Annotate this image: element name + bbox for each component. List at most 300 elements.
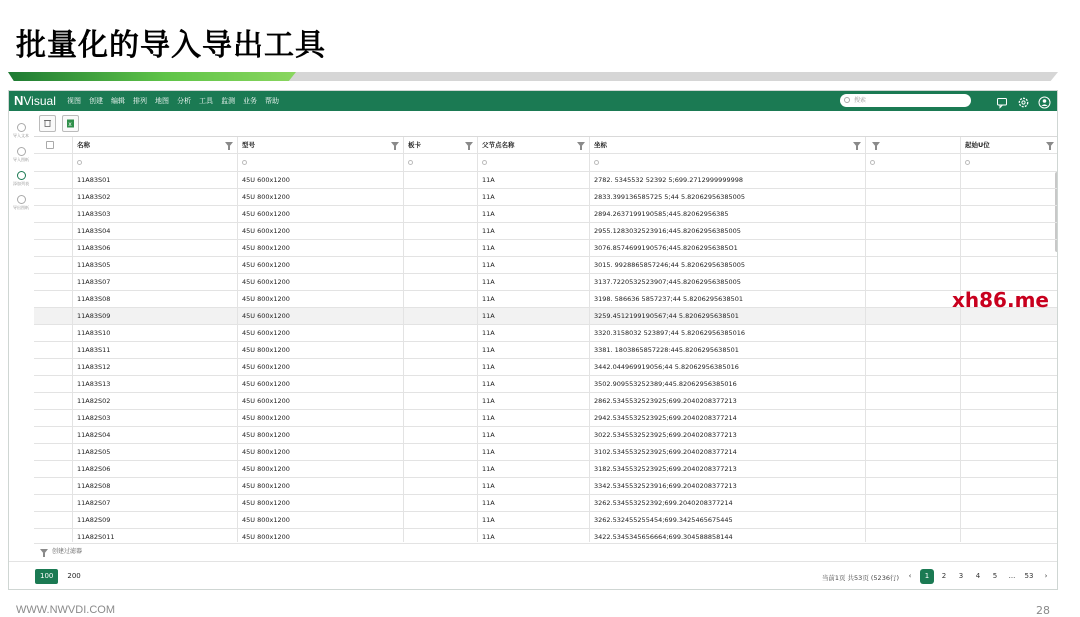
row-select-cell[interactable]	[34, 257, 73, 273]
table-cell	[866, 529, 961, 542]
row-select-cell[interactable]	[34, 206, 73, 222]
cell-value: 45U 800x1200	[242, 482, 290, 490]
menu-item[interactable]: 视图	[67, 97, 81, 105]
table-cell	[238, 291, 404, 307]
sidebar-tool-icon	[17, 123, 26, 132]
row-select-cell[interactable]	[34, 172, 73, 188]
cell-value: 45U 800x1200	[242, 295, 290, 303]
page-button[interactable]: 53	[1024, 572, 1034, 580]
page-buttons	[903, 569, 1053, 584]
row-select-cell[interactable]	[34, 393, 73, 409]
page-info: 当前1页 共53页 (5236行)	[821, 574, 899, 582]
cell-value: 11A	[482, 329, 495, 337]
filter-icon[interactable]	[465, 142, 473, 147]
column-header-label: 起始U位	[965, 141, 990, 149]
search-icon	[242, 160, 247, 165]
table-row[interactable]	[34, 257, 1058, 274]
row-select-cell[interactable]	[34, 291, 73, 307]
table-cell	[866, 240, 961, 256]
table-cell	[961, 512, 1058, 528]
cell-value: 11A82S07	[77, 499, 111, 507]
table-cell	[73, 359, 238, 375]
data-grid	[34, 136, 1058, 542]
cell-value: 11A	[482, 533, 495, 541]
cell-value: 3076.8574699190576;445.82062956385O1	[594, 244, 738, 252]
row-select-cell[interactable]	[34, 189, 73, 205]
table-cell	[404, 172, 478, 188]
search-icon	[77, 160, 82, 165]
table-row[interactable]	[34, 410, 1058, 427]
cell-value: 3502.909553252389;445.82062956385016	[594, 380, 737, 388]
table-cell	[73, 189, 238, 205]
column-header-label: 型号	[242, 141, 255, 149]
table-cell	[866, 359, 961, 375]
table-row[interactable]	[34, 325, 1058, 342]
topbar-icons	[996, 94, 1051, 107]
cell-value: 45U 600x1200	[242, 210, 290, 218]
search-icon	[594, 160, 599, 165]
cell-value: 11A	[482, 465, 495, 473]
select-all-checkbox[interactable]	[46, 141, 54, 149]
export-excel-button[interactable]	[62, 115, 79, 132]
search-input[interactable]	[840, 94, 971, 107]
table-cell	[73, 410, 238, 426]
cell-value: 11A82S05	[77, 448, 111, 456]
table-cell	[478, 444, 590, 460]
table-cell	[404, 444, 478, 460]
row-select-cell[interactable]	[34, 427, 73, 443]
filter-icon	[40, 549, 48, 554]
chevron-left-icon[interactable]: ‹	[908, 572, 912, 580]
row-select-cell[interactable]	[34, 512, 73, 528]
table-cell	[961, 410, 1058, 426]
table-cell	[73, 342, 238, 358]
cell-value: 11A	[482, 499, 495, 507]
row-select-cell[interactable]	[34, 359, 73, 375]
table-row[interactable]	[34, 529, 1058, 542]
page-button[interactable]: 4	[975, 572, 981, 580]
cell-value: 11A83S03	[77, 210, 111, 218]
table-cell	[73, 291, 238, 307]
cell-value: 45U 600x1200	[242, 363, 290, 371]
table-cell	[590, 274, 866, 290]
table-cell	[238, 308, 404, 324]
cell-value: 11A	[482, 193, 495, 201]
cell-value: 45U 800x1200	[242, 516, 290, 524]
filter-icon[interactable]	[853, 142, 861, 147]
table-cell	[404, 240, 478, 256]
cell-value: 11A83S07	[77, 278, 111, 286]
logo-mark: N	[14, 93, 24, 108]
sidebar-item[interactable]	[9, 147, 33, 163]
table-cell	[866, 495, 961, 511]
cell-value: 2862.5345532523925;699.2040208377213	[594, 397, 737, 405]
table-cell	[478, 410, 590, 426]
table-cell	[404, 274, 478, 290]
cell-value: 2894.2637199190585;445.82062956385	[594, 210, 729, 218]
page-number: 28	[1036, 604, 1050, 617]
row-select-cell[interactable]	[34, 529, 73, 542]
filter-cell-empty	[34, 154, 73, 171]
table-cell	[590, 257, 866, 273]
table-cell	[478, 206, 590, 222]
table-cell	[866, 478, 961, 494]
sidebar-tool-icon	[17, 171, 26, 180]
column-header[interactable]	[238, 137, 404, 153]
table-row[interactable]	[34, 189, 1058, 206]
column-filter-input[interactable]	[404, 154, 478, 171]
cell-value: 45U 600x1200	[242, 176, 290, 184]
row-select-cell[interactable]	[34, 274, 73, 290]
table-cell	[478, 512, 590, 528]
column-header[interactable]	[73, 137, 238, 153]
table-cell	[404, 325, 478, 341]
cell-value: 11A	[482, 448, 495, 456]
grid-toolbar	[39, 115, 79, 132]
cell-value: 11A82S011	[77, 533, 115, 541]
table-cell	[404, 461, 478, 477]
cell-value: 11A	[482, 312, 495, 320]
cell-value: 45U 800x1200	[242, 346, 290, 354]
table-row[interactable]	[34, 342, 1058, 359]
table-cell	[590, 240, 866, 256]
table-row[interactable]	[34, 291, 1058, 308]
row-select-cell[interactable]	[34, 342, 73, 358]
filter-icon[interactable]	[577, 142, 585, 147]
table-row[interactable]	[34, 427, 1058, 444]
table-cell	[590, 342, 866, 358]
cell-value: 11A82S06	[77, 465, 111, 473]
page-button[interactable]: 3	[958, 572, 964, 580]
cell-value: 45U 800x1200	[242, 431, 290, 439]
cell-value: 11A	[482, 176, 495, 184]
table-cell	[478, 342, 590, 358]
table-cell	[961, 444, 1058, 460]
cell-value: 45U 800x1200	[242, 193, 290, 201]
menu-item[interactable]: 排列	[133, 97, 147, 105]
table-row[interactable]	[34, 223, 1058, 240]
cell-value: 11A	[482, 414, 495, 422]
row-select-cell[interactable]	[34, 410, 73, 426]
cell-value: 3102.5345532523925;699.2040208377214	[594, 448, 737, 456]
column-header-label: 坐标	[594, 141, 607, 149]
table-cell	[866, 427, 961, 443]
table-cell	[73, 478, 238, 494]
sidebar-item[interactable]	[9, 195, 33, 211]
cell-value: 45U 800x1200	[242, 414, 290, 422]
table-cell	[866, 223, 961, 239]
table-cell	[478, 291, 590, 307]
menu-item[interactable]: 创建	[89, 97, 103, 105]
table-row[interactable]	[34, 206, 1058, 223]
table-cell	[238, 274, 404, 290]
cell-value: 11A83S11	[77, 346, 111, 354]
table-cell	[866, 172, 961, 188]
cell-value: 11A82S09	[77, 516, 111, 524]
cell-value: 11A83S12	[77, 363, 111, 371]
cell-value: 45U 800x1200	[242, 244, 290, 252]
table-cell	[238, 495, 404, 511]
column-header-label: 板卡	[408, 141, 421, 149]
cell-value: 11A83S10	[77, 329, 111, 337]
column-header-label: 名称	[77, 141, 90, 149]
sidebar-item-label: 导出图纸	[13, 205, 29, 210]
cell-value: 3198. 586636 5857237;44 5.8206295638501	[594, 295, 743, 303]
sidebar-item[interactable]	[9, 171, 33, 187]
table-cell	[238, 478, 404, 494]
table-cell	[73, 325, 238, 341]
sidebar-item[interactable]	[9, 123, 33, 139]
table-cell	[590, 308, 866, 324]
column-header[interactable]	[961, 137, 1058, 153]
column-header[interactable]	[404, 137, 478, 153]
table-row[interactable]	[34, 240, 1058, 257]
table-cell	[478, 359, 590, 375]
row-select-cell[interactable]	[34, 461, 73, 477]
filter-icon[interactable]	[225, 142, 233, 147]
table-cell	[238, 444, 404, 460]
decoration-green-stripe	[8, 72, 296, 81]
cell-value: 11A83S13	[77, 380, 111, 388]
table-cell	[478, 495, 590, 511]
table-cell	[590, 376, 866, 392]
table-cell	[866, 189, 961, 205]
menu-item[interactable]: 分析	[177, 97, 191, 105]
search-icon	[408, 160, 413, 165]
table-cell	[590, 427, 866, 443]
create-filter-bar[interactable]	[34, 543, 1058, 558]
column-filter-input[interactable]	[866, 154, 961, 171]
chevron-right-icon[interactable]: ›	[1044, 572, 1048, 580]
table-cell	[590, 512, 866, 528]
table-cell	[238, 376, 404, 392]
cell-value: 11A	[482, 363, 495, 371]
table-cell	[478, 376, 590, 392]
cell-value: 45U 600x1200	[242, 261, 290, 269]
cell-value: 3381. 1803865857228:445.8206295638501	[594, 346, 739, 354]
table-row[interactable]	[34, 444, 1058, 461]
table-row[interactable]	[34, 359, 1058, 376]
cell-value: 11A82S08	[77, 482, 111, 490]
menu-item[interactable]: 编辑	[111, 97, 125, 105]
row-select-cell[interactable]	[34, 240, 73, 256]
main-menu	[67, 96, 279, 106]
cell-value: 45U 600x1200	[242, 329, 290, 337]
table-cell	[404, 427, 478, 443]
column-filter-input[interactable]	[73, 154, 238, 171]
search-placeholder: 搜索	[854, 97, 867, 104]
cell-value: 45U 800x1200	[242, 533, 290, 541]
title-decoration-bar	[8, 72, 1058, 81]
cell-value: 11A83S06	[77, 244, 111, 252]
table-cell	[478, 478, 590, 494]
filter-icon[interactable]	[391, 142, 399, 147]
table-cell	[478, 189, 590, 205]
table-cell	[590, 291, 866, 307]
menu-item[interactable]: 地图	[155, 97, 169, 105]
table-cell	[866, 410, 961, 426]
cell-value: 45U 600x1200	[242, 278, 290, 286]
table-row[interactable]	[34, 274, 1058, 291]
left-tool-sidebar	[9, 111, 33, 211]
table-cell	[404, 478, 478, 494]
table-cell	[238, 427, 404, 443]
table-cell	[238, 325, 404, 341]
cell-value: 11A	[482, 244, 495, 252]
cell-value: 45U 800x1200	[242, 499, 290, 507]
table-cell	[961, 376, 1058, 392]
table-cell	[478, 393, 590, 409]
table-cell	[590, 223, 866, 239]
table-cell	[73, 427, 238, 443]
row-select-cell[interactable]	[34, 308, 73, 324]
table-cell	[866, 512, 961, 528]
table-row[interactable]	[34, 495, 1058, 512]
create-filter-label: 创建过滤器	[52, 548, 83, 555]
cell-value: 11A82S03	[77, 414, 111, 422]
row-select-cell[interactable]	[34, 325, 73, 341]
table-cell	[866, 342, 961, 358]
table-header-row	[34, 137, 1058, 154]
cell-value: 11A83S05	[77, 261, 111, 269]
cell-value: 11A83S09	[77, 312, 111, 320]
column-header[interactable]	[866, 137, 961, 153]
user-avatar-icon[interactable]	[1038, 94, 1051, 107]
page-button[interactable]: 2	[941, 572, 947, 580]
delete-button[interactable]	[39, 115, 56, 132]
table-cell	[866, 393, 961, 409]
column-header[interactable]	[590, 137, 866, 153]
table-cell	[590, 478, 866, 494]
table-cell	[404, 359, 478, 375]
sidebar-item-label: 导入图纸	[13, 157, 29, 162]
cell-value: 3262.532455255454;699.3425465675445	[594, 516, 733, 524]
table-row[interactable]	[34, 393, 1058, 410]
table-cell	[238, 359, 404, 375]
menu-item[interactable]: 工具	[199, 97, 213, 105]
table-row[interactable]	[34, 512, 1058, 529]
table-cell	[961, 223, 1058, 239]
settings-gear-icon[interactable]	[1017, 94, 1030, 107]
table-cell	[866, 461, 961, 477]
row-select-cell[interactable]	[34, 444, 73, 460]
menu-item[interactable]: 帮助	[265, 97, 279, 105]
column-header-label: 父节点名称	[482, 141, 515, 149]
table-cell	[238, 206, 404, 222]
table-row[interactable]	[34, 172, 1058, 189]
app-logo	[14, 93, 56, 108]
table-cell	[590, 495, 866, 511]
table-cell	[404, 529, 478, 542]
table-cell	[590, 461, 866, 477]
cell-value: 11A	[482, 227, 495, 235]
column-filter-input[interactable]	[478, 154, 590, 171]
table-row[interactable]	[34, 478, 1058, 495]
cell-value: 3015. 9928865857246;44 5.82062956385005	[594, 261, 746, 269]
page-size-option[interactable]: 100	[35, 569, 58, 584]
table-cell	[404, 189, 478, 205]
row-select-cell[interactable]	[34, 478, 73, 494]
table-cell	[404, 257, 478, 273]
table-cell	[404, 308, 478, 324]
table-cell	[73, 223, 238, 239]
table-cell	[590, 172, 866, 188]
row-select-cell[interactable]	[34, 495, 73, 511]
search-icon	[482, 160, 487, 165]
column-filter-input[interactable]	[961, 154, 1058, 171]
table-cell	[73, 206, 238, 222]
table-cell	[73, 444, 238, 460]
column-header[interactable]	[478, 137, 590, 153]
cell-value: 11A	[482, 431, 495, 439]
table-cell	[73, 512, 238, 528]
sidebar-item-label: 导入文本	[13, 133, 29, 138]
search-icon	[844, 97, 850, 103]
table-cell	[238, 461, 404, 477]
cell-value: 11A83S04	[77, 227, 111, 235]
menu-item[interactable]: 业务	[243, 97, 257, 105]
table-cell	[478, 427, 590, 443]
table-cell	[961, 257, 1058, 273]
column-filter-input[interactable]	[590, 154, 866, 171]
select-all-header	[34, 137, 73, 153]
table-cell	[961, 478, 1058, 494]
cell-value: 11A83S01	[77, 176, 111, 184]
table-cell	[478, 308, 590, 324]
table-row[interactable]	[34, 308, 1058, 325]
table-cell	[73, 529, 238, 542]
table-cell	[961, 325, 1058, 341]
table-cell	[404, 206, 478, 222]
cell-value: 3320.3158032 523897;44 5.82062956385016	[594, 329, 746, 337]
cell-value: 45U 800x1200	[242, 448, 290, 456]
table-cell	[238, 529, 404, 542]
sidebar-tool-icon	[17, 195, 26, 204]
table-cell	[961, 240, 1058, 256]
table-row[interactable]	[34, 461, 1058, 478]
table-cell	[238, 393, 404, 409]
column-filter-input[interactable]	[238, 154, 404, 171]
filter-icon[interactable]	[872, 142, 880, 147]
filter-icon[interactable]	[1046, 142, 1054, 147]
table-cell	[590, 325, 866, 341]
table-cell	[961, 359, 1058, 375]
table-cell	[961, 172, 1058, 188]
cell-value: 3342.5345532523916;699.2040208377213	[594, 482, 737, 490]
menu-item[interactable]: 监测	[221, 97, 235, 105]
cell-value: 11A	[482, 346, 495, 354]
footer-url: WWW.NWVDI.COM	[16, 604, 115, 616]
row-select-cell[interactable]	[34, 376, 73, 392]
table-cell	[866, 257, 961, 273]
page-button[interactable]: 1	[920, 569, 934, 584]
cell-value: 11A	[482, 482, 495, 490]
cell-value: 45U 800x1200	[242, 465, 290, 473]
cell-value: 11A83S02	[77, 193, 111, 201]
table-cell	[73, 495, 238, 511]
page-button[interactable]: 5	[992, 572, 998, 580]
table-row[interactable]	[34, 376, 1058, 393]
table-cell	[73, 240, 238, 256]
table-cell	[590, 393, 866, 409]
page-size-option[interactable]: 200	[67, 572, 81, 580]
row-select-cell[interactable]	[34, 223, 73, 239]
pagination-bar	[9, 561, 1058, 590]
cell-value: 3442.044969919056;44 5.82062956385016	[594, 363, 739, 371]
table-cell	[238, 410, 404, 426]
table-cell	[73, 257, 238, 273]
message-icon[interactable]	[996, 94, 1009, 107]
